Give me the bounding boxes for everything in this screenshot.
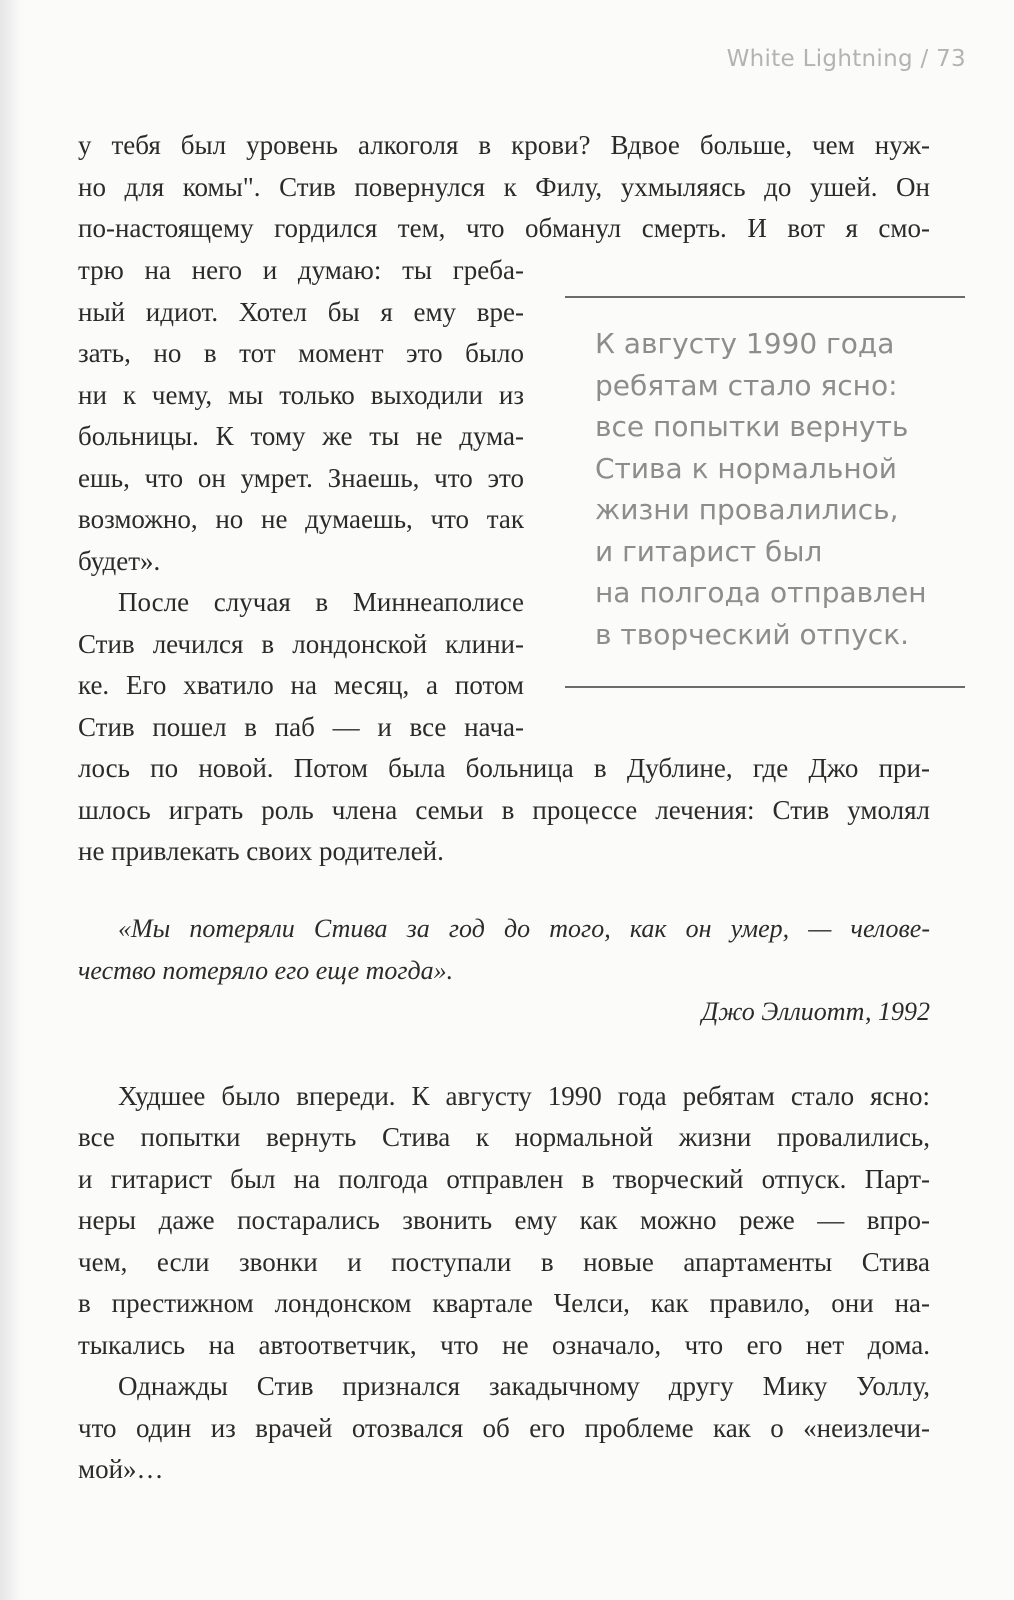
text-line: возможно, но не думаешь, что так xyxy=(78,504,524,534)
text-line: чем, если звонки и поступали в новые апартаменты Стива xyxy=(78,1247,930,1277)
text-line: зать, но в тот момент это было xyxy=(78,338,524,368)
text-line: у тебя был уровень алкоголя в крови? Вдвое больше, чем нуж- xyxy=(78,130,930,160)
text-line: лось по новой. Потом была больница в Дублине, где Джо при- xyxy=(78,753,930,783)
text-line: больницы. К тому же ты не дума- xyxy=(78,421,524,451)
text-line: будет». xyxy=(78,546,161,576)
pullquote-line: все попытки вернуть xyxy=(595,410,909,443)
text-line: мой»… xyxy=(78,1454,164,1484)
text-line: Стив лечился в лондонской клини- xyxy=(78,629,524,659)
pullquote-line: в творческий отпуск. xyxy=(595,618,910,651)
page-gutter-shadow xyxy=(0,0,22,1600)
text-line: в престижном лондонском квартале Челси, как правило, они на- xyxy=(78,1288,930,1318)
text-line: Однажды Стив признался закадычному другу Мику Уоллу, xyxy=(118,1371,930,1401)
running-head: White Lightning / 73 xyxy=(726,46,966,72)
text-line: ный идиот. Хотел бы я ему вре- xyxy=(78,297,524,327)
pullquote-line: Стива к нормальной xyxy=(595,452,897,485)
text-line: Стив пошел в паб — и все нача- xyxy=(78,712,524,742)
text-line: по-настоящему гордился тем, что обманул смерть. И вот я смо- xyxy=(78,213,930,243)
text-line: что один из врачей отозвался об его проблеме как о «неизлечи- xyxy=(78,1413,930,1443)
text-line: тыкались на автоответчик, что не означало, что его нет дома. xyxy=(78,1330,930,1360)
text-line: шлось играть роль члена семьи в процессе лечения: Стив умолял xyxy=(78,795,930,825)
pullquote-line: ребятам стало ясно: xyxy=(595,369,898,402)
epigraph-attribution: Джо Эллиотт, 1992 xyxy=(701,997,930,1026)
epigraph-line: чество потеряло его еще тогда». xyxy=(78,956,454,985)
pullquote-line: на полгода отправлен xyxy=(595,576,927,609)
epigraph-line: «Мы потеряли Стива за год до того, как он умер, — челове- xyxy=(118,914,930,943)
pullquote-bottom-rule xyxy=(565,686,965,688)
text-line: трю на него и думаю: ты греба- xyxy=(78,255,524,285)
text-line: ешь, что он умрет. Знаешь, что это xyxy=(78,463,524,493)
text-line: и гитарист был на полгода отправлен в творческий отпуск. Парт- xyxy=(78,1164,930,1194)
text-line: ни к чему, мы только выходили из xyxy=(78,380,524,410)
pullquote-line: жизни провалились, xyxy=(595,493,899,526)
text-line: но для комы". Стив повернулся к Филу, ухмыляясь до ушей. Он xyxy=(78,172,930,202)
text-line: все попытки вернуть Стива к нормальной жизни провалились, xyxy=(78,1122,930,1152)
text-line: Худшее было впереди. К августу 1990 года ребятам стало ясно: xyxy=(118,1081,930,1111)
pullquote-line: К августу 1990 года xyxy=(595,327,895,360)
text-line: неры даже постарались звонить ему как можно реже — впро- xyxy=(78,1205,930,1235)
text-line: После случая в Миннеаполисе xyxy=(118,587,524,617)
pullquote-line: и гитарист был xyxy=(595,535,823,568)
text-line: не привлекать своих родителей. xyxy=(78,836,444,866)
pullquote-top-rule xyxy=(565,296,965,298)
text-line: ке. Его хватило на месяц, а потом xyxy=(78,670,524,700)
